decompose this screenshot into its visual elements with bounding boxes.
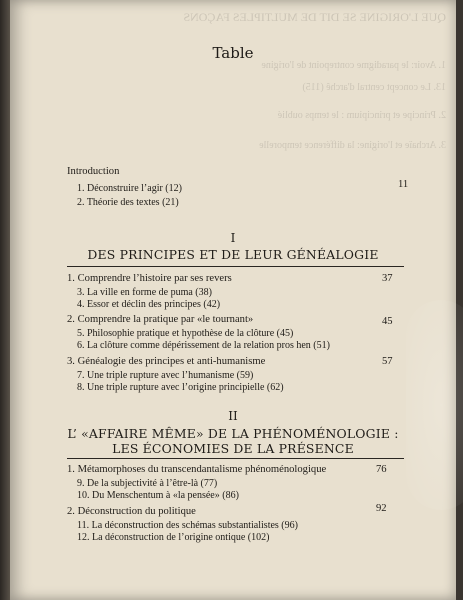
section-title: 1. Comprendre l’histoire par ses revers — [67, 273, 232, 284]
section-page: 92 — [376, 503, 387, 514]
bleed-through-text: 3. Archaïe et l'origine: la différence temporelle — [259, 140, 446, 151]
toc-subitem: 7. Une triple rupture avec l’humanisme (59) — [77, 370, 254, 381]
toc-subitem: 3. La ville en forme de puma (38) — [77, 287, 212, 298]
divider-rule — [67, 266, 404, 267]
section-page: 37 — [382, 273, 393, 284]
section-page: 76 — [376, 464, 387, 475]
section-page: 45 — [382, 316, 393, 327]
toc-subitem: 6. La clôture comme dépérissement de la relation pros hen (51) — [77, 340, 330, 351]
part-number: II — [228, 409, 238, 423]
section-title: 1. Métamorphoses du transcendantalisme phénoménologique — [67, 464, 327, 475]
section-title: 2. Comprendre la pratique par «le tournant» — [67, 314, 254, 325]
part-title-line1: L’ «AFFAIRE MÊME» DE LA PHÉNOMÉNOLOGIE : — [67, 426, 399, 441]
toc-subitem: 4. Essor et déclin des principes (42) — [77, 299, 221, 310]
toc-subitem: 1. Déconstruire l’agir (12) — [77, 183, 182, 194]
bleed-through-text: 2. Principe et principium : le temps oublié — [277, 110, 446, 121]
toc-subitem: 9. De la subjectivité à l’être-là (77) — [77, 478, 218, 489]
intro-page: 11 — [398, 179, 409, 190]
toc-subitem: 10. Du Menschentum à «la pensée» (86) — [77, 490, 239, 501]
part-title-line2: LES ÉCONOMIES DE LA PRÉSENCE — [112, 441, 354, 456]
part-title: DES PRINCIPES ET DE LEUR GÉNÉALOGIE — [87, 247, 379, 262]
section-title: 2. Déconstruction du politique — [67, 506, 196, 517]
book-page — [10, 0, 456, 600]
bleed-through-text: 1. Avoir: le paradigme contrepoint de l'origine — [261, 60, 446, 71]
toc-subitem: 2. Théorie des textes (21) — [77, 197, 179, 208]
bleed-through-text: 13. Le concept central d'archê (115) — [302, 82, 446, 93]
section-page: 57 — [382, 356, 393, 367]
divider-rule — [67, 458, 404, 459]
toc-subitem: 11. La déconstruction des schémas substantialistes (96) — [77, 520, 298, 531]
plastic-cover-glare — [406, 300, 463, 510]
toc-subitem: 5. Philosophie pratique et hypothèse de la clôture (45) — [77, 328, 294, 339]
page-title: Table — [212, 44, 254, 62]
bleed-through-text: QUE L'ORIGINE SE DIT DE MULTIPLES FAÇONS — [183, 10, 446, 24]
intro-title: Introduction — [67, 166, 120, 177]
part-number: I — [230, 231, 236, 245]
toc-subitem: 12. La déconstruction de l’origine ontique (102) — [77, 532, 270, 543]
section-title: 3. Généalogie des principes et anti-humanisme — [67, 356, 266, 367]
toc-subitem: 8. Une triple rupture avec l’origine principielle (62) — [77, 382, 284, 393]
